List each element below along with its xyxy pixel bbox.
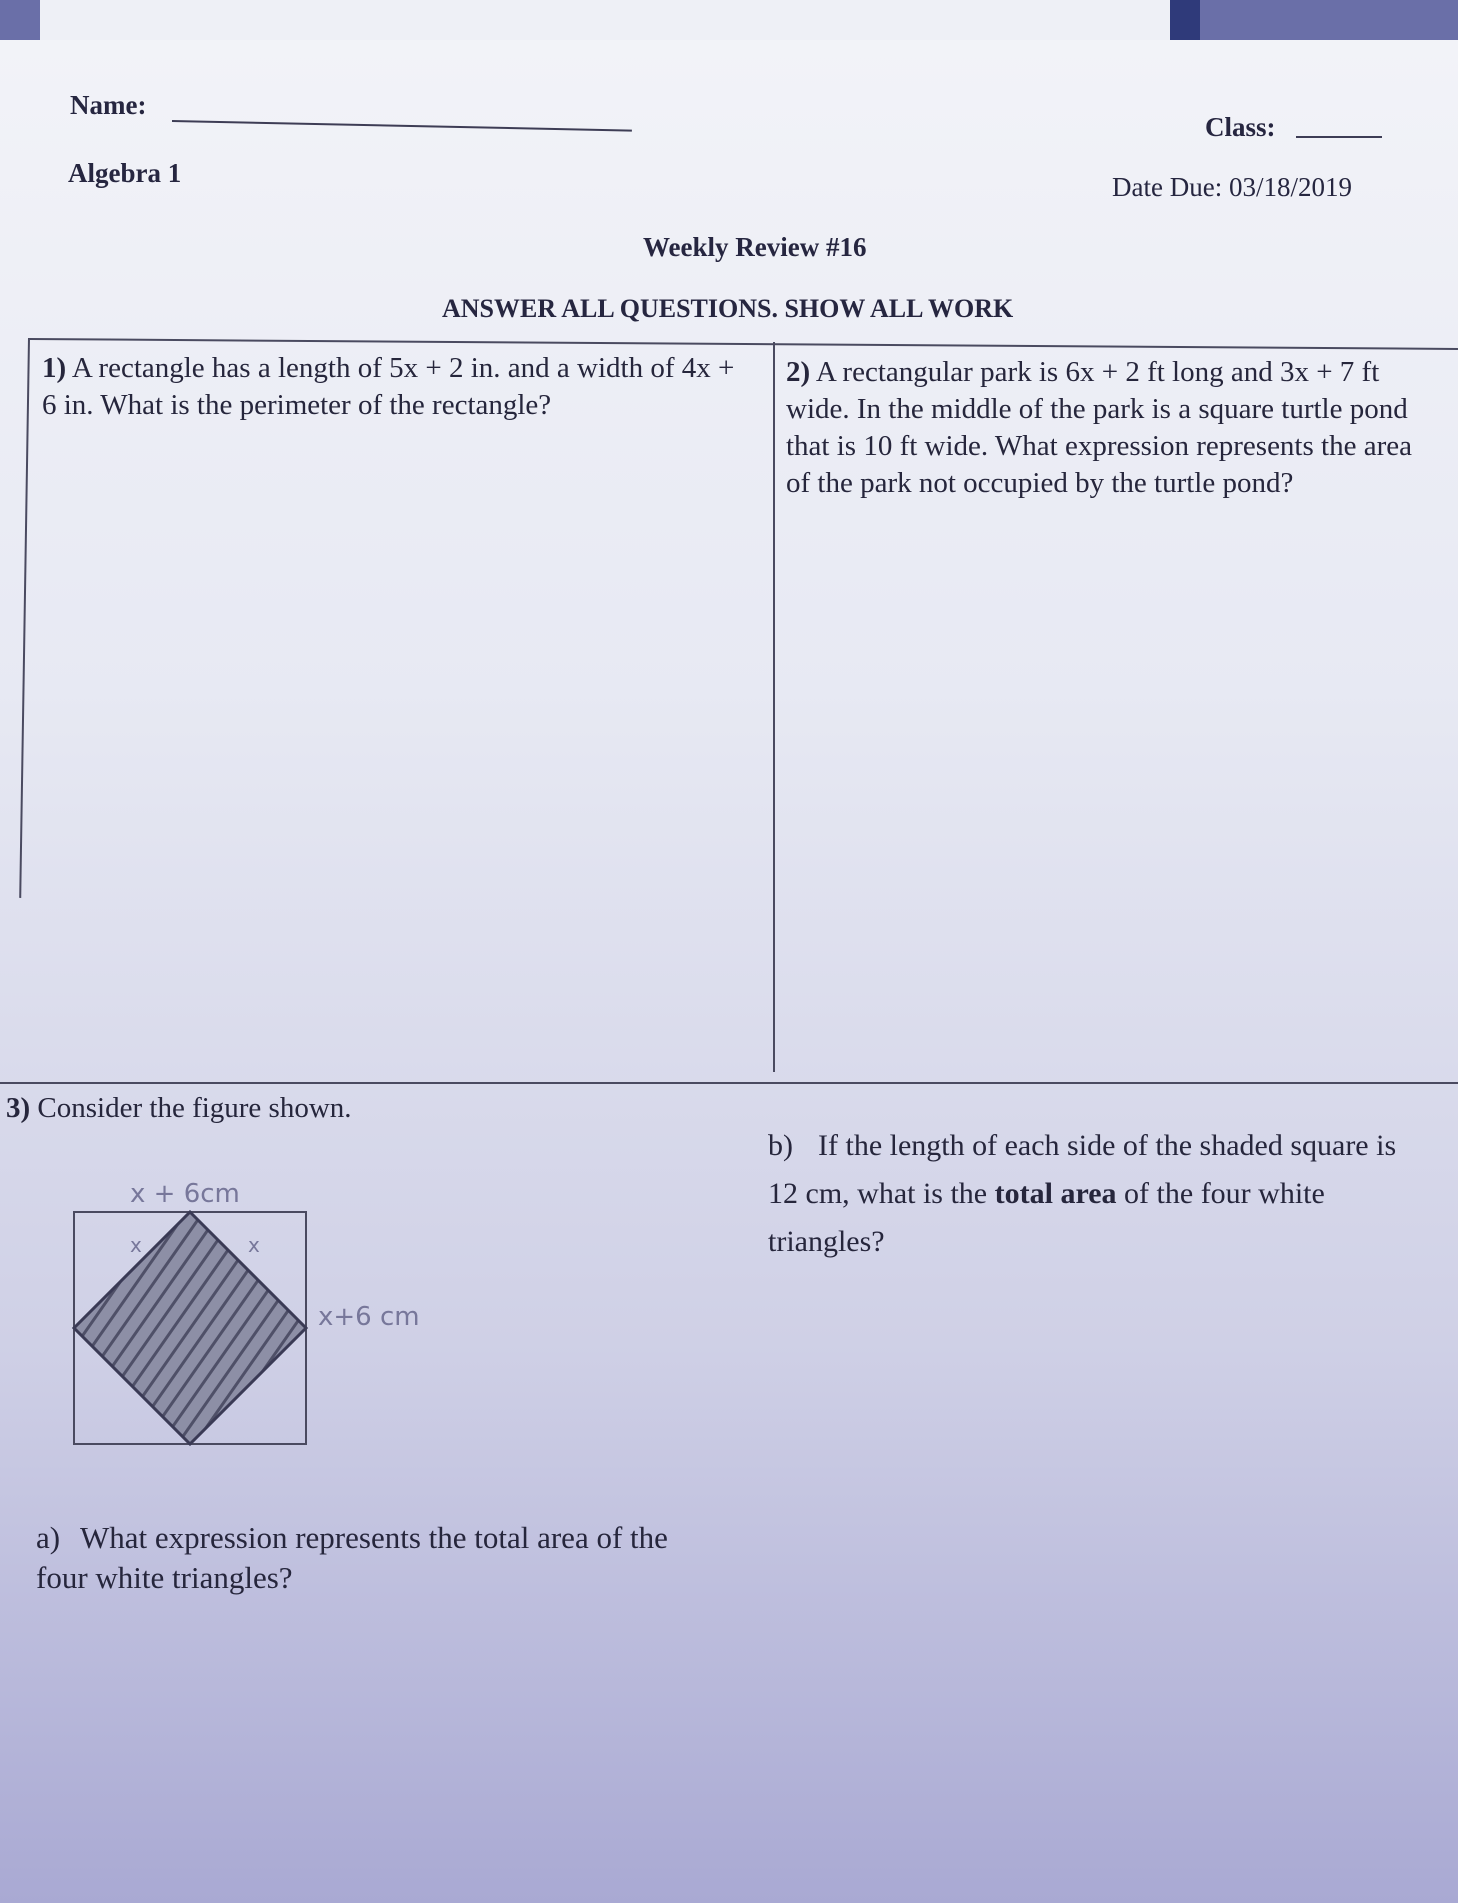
shaded-square bbox=[74, 1212, 306, 1444]
question-1-text: A rectangle has a length of 5x + 2 in. and a width of 4x + 6 in. What is the perimeter of the rectangle? bbox=[42, 352, 735, 421]
right-side-label: x+6 cm bbox=[318, 1302, 420, 1332]
question-3b bbox=[768, 1122, 1408, 1266]
worksheet-page bbox=[0, 40, 1458, 1903]
question-3b-label: b) bbox=[768, 1129, 793, 1162]
square-figure bbox=[60, 1170, 500, 1500]
grid-left-line bbox=[19, 338, 30, 898]
question-3a-label: a) bbox=[36, 1520, 61, 1555]
class-label: Class: bbox=[1205, 112, 1276, 142]
date-due: Date Due: 03/18/2019 bbox=[1112, 172, 1352, 202]
question-2-number: 2) bbox=[786, 356, 811, 388]
instructions: ANSWER ALL QUESTIONS. SHOW ALL WORK bbox=[442, 294, 1014, 323]
question-3 bbox=[6, 1090, 706, 1127]
grid-top-line bbox=[30, 338, 1458, 350]
question-3a-text: What expression represents the total area of the four white triangles? bbox=[36, 1520, 668, 1595]
name-label: Name: bbox=[70, 90, 147, 120]
subject-label: Algebra 1 bbox=[68, 158, 182, 188]
question-3-number: 3) bbox=[6, 1092, 31, 1124]
grid-middle-line bbox=[773, 342, 775, 1072]
question-1 bbox=[42, 350, 742, 424]
question-3b-text: If the length of each side of the shaded square is 12 cm, what is the bbox=[768, 1129, 1397, 1210]
question-3a bbox=[36, 1518, 676, 1598]
class-line bbox=[1296, 136, 1382, 138]
question-2-text: A rectangular park is 6x + 2 ft long and 3x + 7 ft wide. In the middle of the park is a square turtle pond that is 10 ft wide. What expression represents the area of the park not occupied by the turtle pond? bbox=[786, 356, 1412, 499]
question-3-text: Consider the figure shown. bbox=[37, 1092, 352, 1124]
name-line bbox=[172, 120, 632, 132]
triangle-mark-right: x bbox=[248, 1233, 260, 1257]
top-side-label: x + 6cm bbox=[130, 1179, 240, 1209]
worksheet-title: Weekly Review #16 bbox=[643, 232, 867, 262]
question-3b-bold: total area bbox=[994, 1177, 1117, 1210]
triangle-mark-left: x bbox=[130, 1233, 142, 1257]
grid-bottom-line bbox=[0, 1082, 1458, 1084]
question-2 bbox=[786, 354, 1436, 502]
question-3b-text-end: of the four white triangles? bbox=[768, 1177, 1325, 1258]
question-1-number: 1) bbox=[42, 352, 67, 384]
